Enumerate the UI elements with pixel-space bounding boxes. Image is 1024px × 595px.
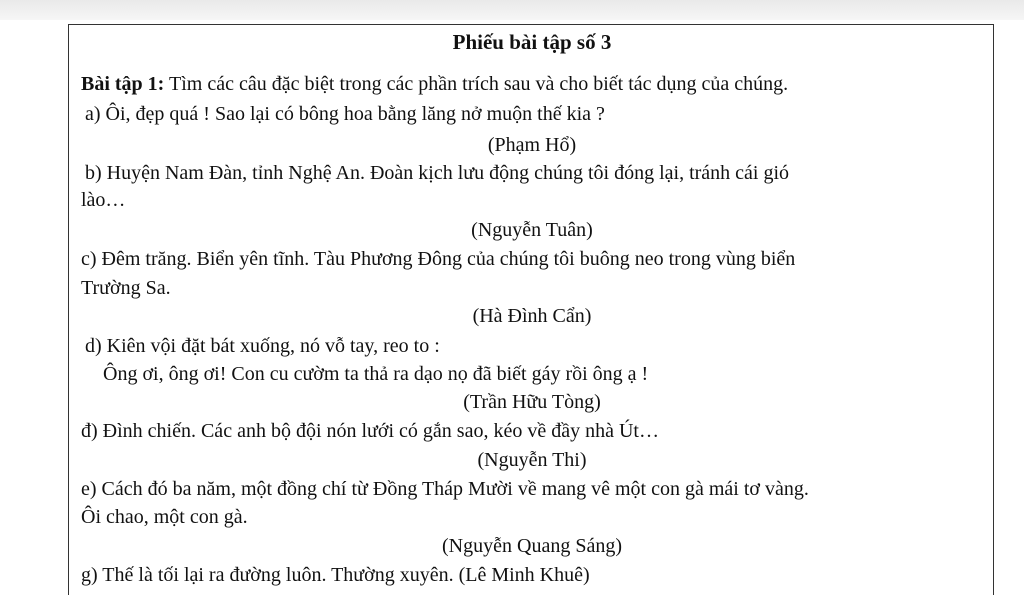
- item-d-text-line1: d) Kiên vội đặt bát xuống, nó vỗ tay, reo to :: [85, 335, 440, 357]
- top-shade: [0, 0, 1024, 20]
- item-dd-text: đ) Đình chiến. Các anh bộ đội nón lưới có gắn sao, kéo về đầy nhà Út…: [81, 420, 659, 442]
- item-e-text-line2: Ôi chao, một con gà.: [81, 506, 248, 528]
- item-e-text-line1: e) Cách đó ba năm, một đồng chí từ Đồng Tháp Mười về mang vê một con gà mái tơ vàng.: [81, 478, 809, 500]
- exercise-label: Bài tập 1:: [81, 73, 165, 95]
- item-c-author: (Hà Đình Cẩn): [472, 305, 592, 327]
- item-b-text-line1: b) Huyện Nam Đàn, tỉnh Nghệ An. Đoàn kịch lưu động chúng tôi đóng lại, tránh cái gió: [85, 162, 790, 184]
- item-c-text-line2: Trường Sa.: [81, 277, 171, 299]
- worksheet-page: [68, 24, 994, 595]
- item-g-text: g) Thế là tối lại ra đường luôn. Thường xuyên. (Lê Minh Khuê): [81, 564, 590, 586]
- item-d-author: (Trần Hữu Tòng): [463, 391, 601, 413]
- item-e-author: (Nguyễn Quang Sáng): [442, 535, 622, 557]
- item-b-text-line2: lào…: [81, 189, 126, 211]
- item-a-text: a) Ôi, đẹp quá ! Sao lại có bông hoa bằng lăng nở muộn thế kia ?: [85, 103, 605, 125]
- item-c-text-line1: c) Đêm trăng. Biển yên tĩnh. Tàu Phương Đông của chúng tôi buông neo trong vùng biển: [81, 248, 796, 270]
- exercise-prompt: Tìm các câu đặc biệt trong các phần trích sau và cho biết tác dụng của chúng.: [164, 73, 789, 95]
- worksheet-title: Phiếu bài tập số 3: [452, 30, 612, 54]
- item-d-text-line2: Ông ơi, ông ơi! Con cu cườm ta thả ra dạo nọ đã biết gáy rồi ông ạ !: [103, 363, 649, 385]
- exercise-heading: [81, 72, 788, 96]
- item-dd-author: (Nguyễn Thi): [477, 449, 587, 471]
- item-b-author: (Nguyễn Tuân): [471, 219, 593, 241]
- item-a-author: (Phạm Hổ): [487, 134, 577, 156]
